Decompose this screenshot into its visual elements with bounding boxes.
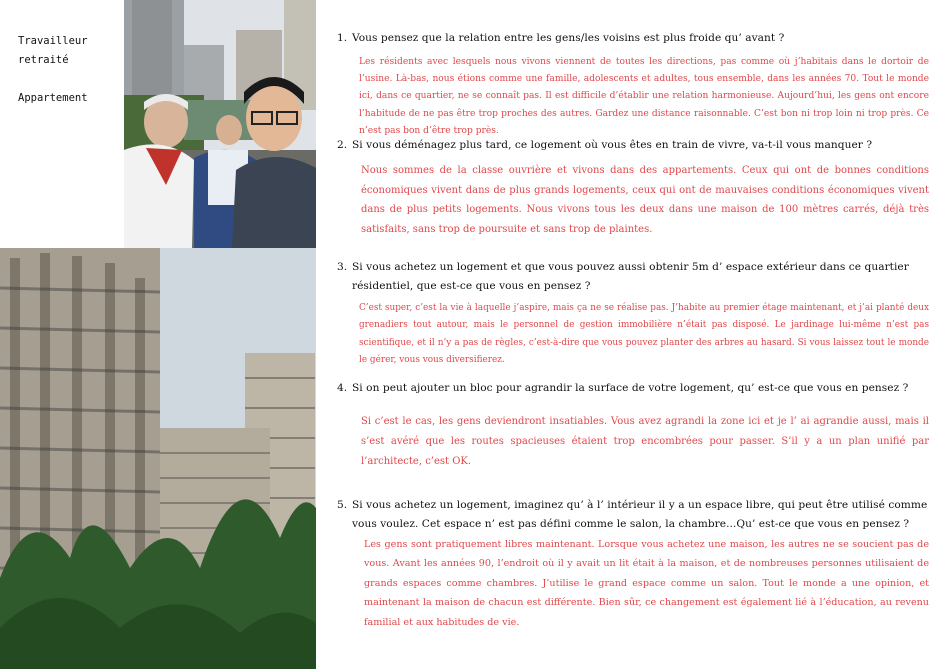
qa-item-4 [337,379,929,473]
question-number: 2. [337,139,348,151]
question-text: Si vous déménagez plus tard, ce logement où vous êtes en train de vivre, va-t-il vous manquer ? [352,139,873,151]
question-text: Si vous achetez un logement, imaginez qu’ à l’ intérieur il y a un espace libre, qui peut être utilisé comme vous voulez. Cet espace n’ est pas défini comme le salon, la chambre...Qu’ est-ce que vous en pensez ? [352,499,928,530]
question-5 [337,496,929,534]
portrait-photo [124,0,316,248]
qa-item-1 [337,29,929,140]
question-number: 4. [337,382,348,394]
housing-type-label: Appartement [18,92,88,104]
building-photo [0,248,316,669]
status-label: retraité [18,54,69,66]
question-number: 1. [337,32,348,44]
answer-5: Les gens sont pratiquement libres maintenant. Lorsque vous achetez une maison, les autres ne se soucient pas de vous. Avant les années 90, l’endroit où il y avait un lit était à la maison, et de nombreuses personnes utilisaient de grands espaces comme chambres. J’utilise le grand espace comme un salon. Tout le monde a une opinion, et maintenant la maison de chacun est différente. Bien sûr, ce changement est également lié à l’éducation, au revenu familial et aux habitudes de vie. [364,539,929,628]
answer-3: C’est super, c’est la vie à laquelle j’aspire, mais ça ne se réalise pas. J’habite au premier étage maintenant, et j’ai planté deux grenadiers tout autour, mais le personnel de gestion immobilière n’était pas disposé. Le jardinage lui-même n’est pas scientifique, et il n’y a pas de règles, c’est-à-dire que vous pouvez planter des arbres au hasard. Si vous laissez tout le monde le gérer, vous vous diversifierez. [359,303,929,366]
sidebar-labels [18,32,88,108]
answer-2: Nous sommes de la classe ouvrière et vivons dans des appartements. Ceux qui ont de bonnes conditions économiques vivent dans de plus grands logements, ceux qui ont de mauvaises conditions économiques vivent dans de plus petits logements. Nous vivons tous les deux dans une maison de 100 mètres carrés, déjà très satisfaits, sans trop de poursuite et sans trop de plaintes. [361,165,929,235]
question-text: Vous pensez que la relation entre les gens/les voisins est plus froide qu’ avant ? [352,32,785,44]
qa-item-2 [337,136,929,239]
qa-item-5 [337,496,929,632]
question-2 [337,136,929,155]
answer-1: Les résidents avec lesquels nous vivons viennent de toutes les directions, pas comme où j’habitais dans le dortoir de l’usine. Là-bas, nous étions comme une famille, adolescents et adultes, tous ensemble, dans les années 70. Tout le monde ici, dans ce quartier, ne se connaît pas. Il est difficile d’établir une relation harmonieuse. Aujourd’hui, les gens ont encore l’habitude de ne pas être trop proches des autres. Gardez une distance raisonnable. C’est bon ni trop loin ni trop près. Ce n’est pas bon d’être trop près. [359,57,929,136]
question-3 [337,258,929,296]
question-text: Si vous achetez un logement et que vous pouvez aussi obtenir 5m d’ espace extérieur dans ce quartier résidentiel, que est-ce que vous en pensez ? [352,261,909,292]
question-1 [337,29,929,48]
occupation-label: Travailleur [18,35,88,47]
question-number: 3. [337,261,348,273]
question-text: Si on peut ajouter un bloc pour agrandir la surface de votre logement, qu’ est-ce que vous en pensez ? [352,382,909,394]
interview-content [337,0,929,669]
question-4 [337,379,929,398]
answer-4: Si c’est le cas, les gens deviendront insatiables. Vous avez agrandi la zone ici et je l’ ai agrandie aussi, mais il s’est avéré que les routes spacieuses étaient trop encombrées pour passer. S’il y a un plan unifié par l’architecte, c’est OK. [361,416,929,468]
qa-item-3 [337,258,929,370]
question-number: 5. [337,499,348,511]
